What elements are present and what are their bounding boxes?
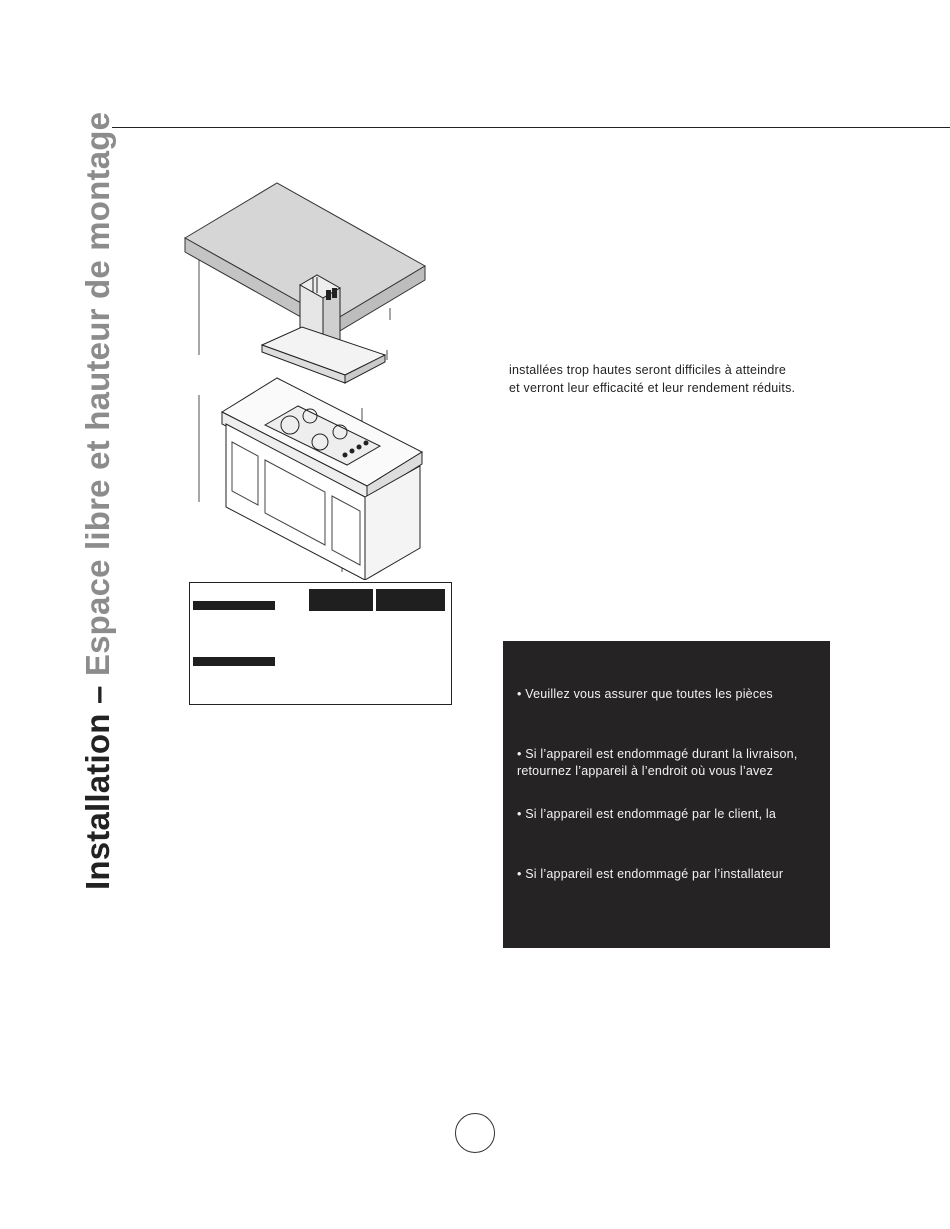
notice-bullet: • Si l’appareil est endommagé durant la livraison, (517, 747, 798, 761)
notice-bullet: • Veuillez vous assurer que toutes les pièces (517, 687, 773, 701)
section-title-prefix: Installation – (79, 685, 116, 890)
mounting-height-note (509, 362, 839, 397)
clearance-spec-table (189, 582, 452, 705)
notice-bullet: • Si l’appareil est endommagé par le client, la (517, 807, 777, 821)
damage-notice-box (503, 641, 830, 948)
table-row-header (193, 601, 275, 610)
table-column-header (309, 589, 373, 611)
header-rule (112, 127, 950, 128)
section-title (78, 111, 118, 890)
table-column-header (376, 589, 445, 611)
page-number-circle (455, 1113, 495, 1153)
table-row-header (193, 657, 275, 666)
section-title-suffix: Espace libre et hauteur de montage (79, 111, 116, 677)
range-hood-diagram-icon (180, 180, 440, 580)
notice-bullet-continuation: retournez l’appareil à l’endroit où vous l’avez (517, 764, 774, 778)
note-line: et verront leur efficacité et leur rendement réduits. (509, 380, 796, 395)
notice-bullet: • Si l’appareil est endommagé par l’installateur (517, 867, 784, 881)
note-line: installées trop hautes seront difficiles à atteindre (509, 363, 786, 377)
